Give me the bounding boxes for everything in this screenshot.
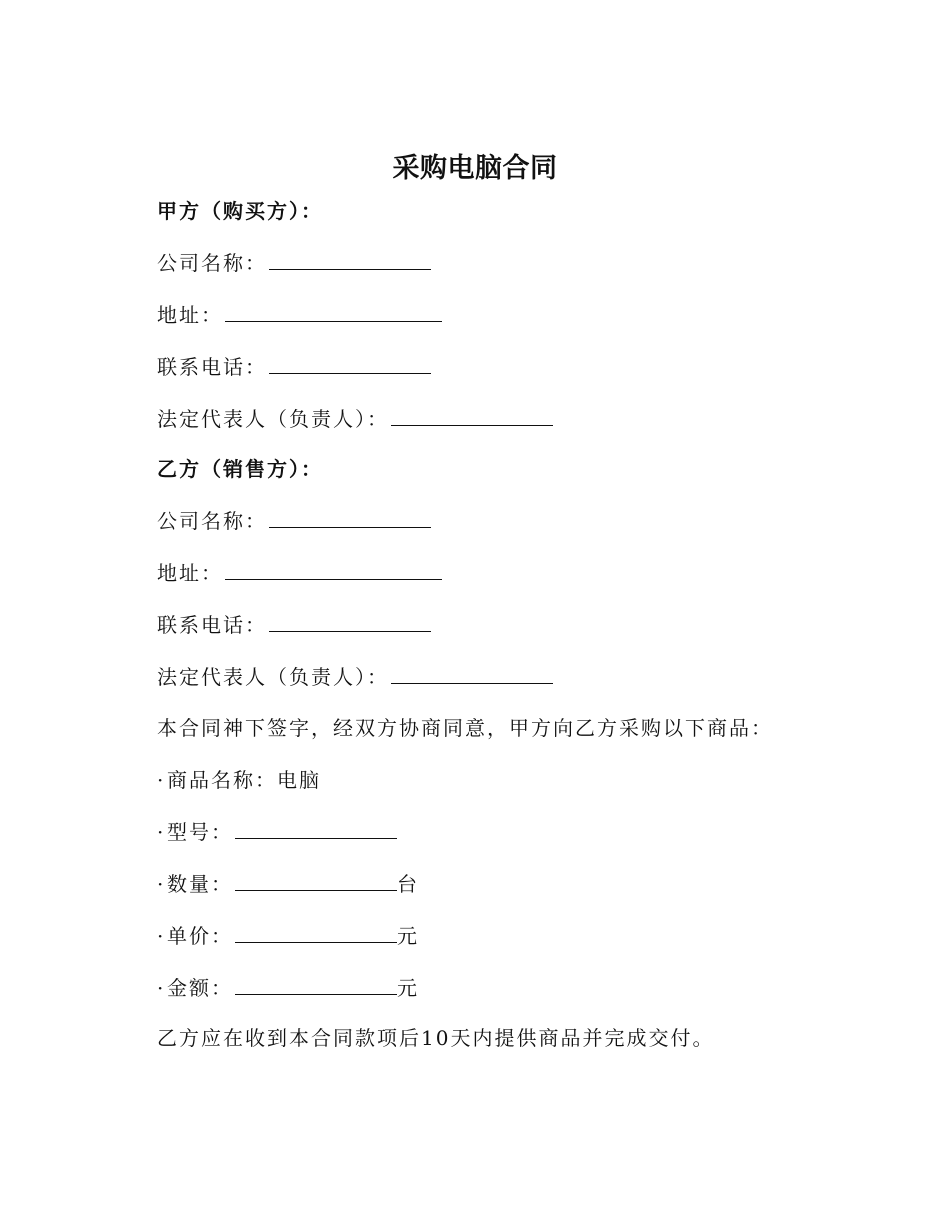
party-b-rep-blank [391, 663, 553, 684]
unit-price-label: 单价： [167, 924, 233, 948]
item-amount [157, 974, 419, 1002]
party-b-phone-label: 联系电话： [157, 613, 267, 637]
item-quantity [157, 870, 419, 898]
party-b-company-label: 公司名称： [157, 509, 267, 533]
amount-unit: 元 [397, 976, 419, 1000]
party-a-rep-row [157, 405, 553, 433]
party-a-phone-blank [269, 353, 431, 374]
bullet-icon: · [157, 768, 166, 792]
product-name-text: 商品名称：电脑 [167, 768, 321, 792]
party-a-phone-label: 联系电话： [157, 355, 267, 379]
party-a-heading: 甲方（购买方）： [157, 199, 323, 223]
amount-label: 金额： [167, 976, 233, 1000]
party-a-phone-row [157, 353, 431, 381]
party-b-company-row [157, 507, 431, 535]
unit-price-unit: 元 [397, 924, 419, 948]
party-a-rep-label: 法定代表人（负责人）： [157, 407, 389, 431]
amount-blank [235, 974, 397, 995]
intro-paragraph: 本合同神下签字，经双方协商同意，甲方向乙方采购以下商品： [157, 716, 773, 740]
party-b-address-label: 地址： [157, 561, 223, 585]
quantity-blank [235, 870, 397, 891]
party-b-company-blank [269, 507, 431, 528]
bullet-icon: · [157, 924, 166, 948]
bullet-icon: · [157, 976, 166, 1000]
model-blank [235, 818, 397, 839]
party-b-phone-row [157, 611, 431, 639]
party-a-rep-blank [391, 405, 553, 426]
model-label: 型号： [167, 820, 233, 844]
party-b-address-row [157, 559, 442, 587]
party-b-address-blank [225, 559, 442, 580]
bullet-icon: · [157, 820, 166, 844]
quantity-label: 数量： [167, 872, 233, 896]
quantity-unit: 台 [397, 872, 419, 896]
party-b-rep-label: 法定代表人（负责人）： [157, 665, 389, 689]
item-unit-price [157, 922, 419, 950]
delivery-paragraph: 乙方应在收到本合同款项后10天内提供商品并完成交付。 [157, 1026, 715, 1050]
party-a-company-row [157, 249, 431, 277]
party-a-company-label: 公司名称： [157, 251, 267, 275]
party-a-address-label: 地址： [157, 303, 223, 327]
party-a-company-blank [269, 249, 431, 270]
item-product-name [157, 766, 321, 794]
item-model [157, 818, 397, 846]
unit-price-blank [235, 922, 397, 943]
document-title: 采购电脑合同 [392, 153, 558, 184]
party-b-heading: 乙方（销售方）： [157, 457, 323, 481]
party-a-address-blank [225, 301, 442, 322]
party-b-phone-blank [269, 611, 431, 632]
party-b-rep-row [157, 663, 553, 691]
party-a-address-row [157, 301, 442, 329]
bullet-icon: · [157, 872, 166, 896]
